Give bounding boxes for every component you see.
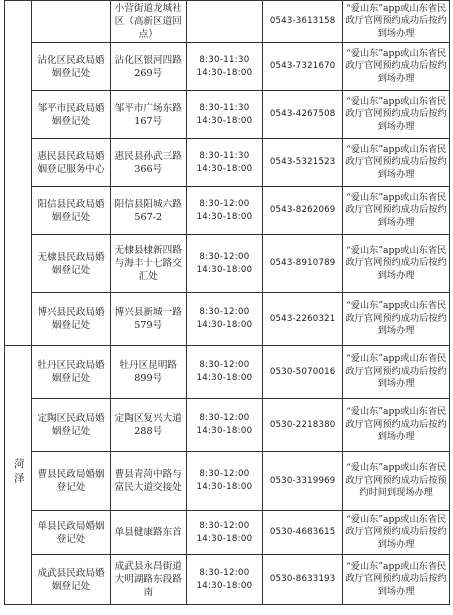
phone-cell	[263, 139, 343, 187]
table-row	[5, 511, 450, 555]
address-cell: 牡丹区昆明路899号	[110, 346, 186, 399]
address-cell: 曹县青菏中路与富民大道交接处	[110, 452, 186, 511]
appointment-note-cell: “爱山东”app或山东省民政厅官网预约成功后按约到场办理	[343, 399, 450, 452]
city-label: 菏泽	[12, 458, 25, 487]
afternoon-hours: 14:30-18:00	[196, 373, 253, 383]
phone-number: 0543-2260321	[269, 313, 336, 324]
appointment-note-cell: “爱山东”app或山东省民政厅官网预约成功后按约到场办理	[343, 187, 450, 235]
office-name-cell: 牡丹区民政局婚姻登记处	[32, 346, 110, 399]
office-hours-cell	[186, 1, 262, 43]
office-hours-cell	[186, 187, 262, 235]
phone-cell	[263, 511, 343, 555]
address-cell: 博兴县新城一路579号	[110, 293, 186, 346]
phone-number: 0530-3319969	[269, 475, 336, 486]
morning-hours: 8:30-12:00	[199, 360, 250, 370]
phone-cell	[263, 235, 343, 293]
phone-cell	[263, 187, 343, 235]
appointment-note-cell: “爱山东”app或山东省民政厅官网预约成功后按约到场办理	[343, 1, 450, 43]
afternoon-hours: 14:30-18:00	[196, 533, 253, 544]
office-name-cell: 沾化区民政局婚姻登记处	[32, 43, 110, 91]
office-hours-cell	[186, 346, 262, 399]
address-cell: 单县健康路东首	[110, 511, 186, 555]
table-row	[5, 293, 450, 346]
phone-number: 0543-4267508	[269, 109, 336, 119]
morning-hours: 8:30-12:00	[199, 520, 250, 531]
phone-number: 0543-5321523	[269, 157, 336, 167]
office-name-cell: 邹平市民政局婚姻登记处	[32, 91, 110, 139]
phone-cell	[263, 1, 343, 43]
office-hours-cell	[186, 555, 262, 605]
office-hours-cell	[186, 399, 262, 452]
morning-hours: 8:30-12:00	[199, 251, 250, 262]
address-cell: 无棣县棣新四路与海丰十七路交汇处	[110, 235, 186, 293]
office-hours-cell	[186, 139, 262, 187]
address-cell: 沾化区银河四路269号	[110, 43, 186, 91]
office-name-cell: 阳信县民政局婚姻登记处	[32, 187, 110, 235]
table-row	[5, 235, 450, 293]
address-cell: 阳信县阳城六路567-2	[110, 187, 186, 235]
appointment-note-cell: “爱山东”app或山东省民政厅官网预约成功后按约到场办理	[343, 555, 450, 605]
office-name-cell: 定陶区民政局婚姻登记处	[32, 399, 110, 452]
morning-hours: 8:30-12:00	[199, 307, 250, 317]
morning-hours: 8:30-12:00	[199, 413, 250, 423]
office-hours-cell	[186, 91, 262, 139]
office-name-cell: 成武县民政局婚姻登记处	[32, 555, 110, 605]
office-name-cell: 惠民县民政局婚姻登记服务中心	[32, 139, 110, 187]
phone-number: 0543-8910789	[269, 258, 336, 268]
phone-cell	[263, 399, 343, 452]
table-row	[5, 91, 450, 139]
address-cell: 定陶区复兴大道288号	[110, 399, 186, 452]
phone-cell	[263, 43, 343, 91]
afternoon-hours: 14:30-18:00	[196, 482, 253, 492]
phone-number: 0530-4683615	[269, 527, 336, 537]
phone-cell	[263, 293, 343, 346]
morning-hours: 8:30-12:00	[199, 198, 250, 209]
phone-cell	[263, 91, 343, 139]
appointment-note-cell: “爱山东”app或山东省民政厅官网预约成功后按约到场办理	[343, 91, 450, 139]
morning-hours: 8:30-12:00	[199, 567, 250, 578]
city-cell	[5, 346, 32, 605]
afternoon-hours: 14:30-18:00	[196, 211, 253, 222]
phone-cell	[263, 555, 343, 605]
morning-hours: 8:30-11:30	[199, 102, 250, 113]
appointment-note-cell: “爱山东”app或山东省民政厅官网预约成功后按约到场办理	[343, 346, 450, 399]
morning-hours: 8:30-12:00	[199, 469, 250, 479]
office-hours-cell	[186, 235, 262, 293]
marriage-registration-table-page	[4, 0, 450, 605]
phone-number: 0543-8262069	[269, 205, 336, 215]
appointment-note-cell: “爱山东”app或山东省民政厅官网预约成功后按预约时间到现场办理	[343, 452, 450, 511]
appointment-note-cell: “爱山东”app或山东省民政厅官网预约成功后按约到场办理	[343, 43, 450, 91]
appointment-note-cell: “爱山东”app或山东省民政厅官网预约成功后按约到场办理	[343, 235, 450, 293]
table-body	[5, 1, 450, 605]
afternoon-hours: 14:30-18:00	[196, 67, 253, 78]
morning-hours: 8:30-11:30	[199, 54, 250, 65]
table-row	[5, 555, 450, 605]
office-name-cell: 曹县民政局婚姻登记处	[32, 452, 110, 511]
morning-hours: 8:30-11:30	[199, 150, 250, 161]
phone-number: 0530-5070016	[269, 366, 336, 377]
office-hours-cell	[186, 452, 262, 511]
phone-number: 0543-3613158	[269, 16, 336, 26]
table-row	[5, 139, 450, 187]
afternoon-hours: 14:30-18:00	[196, 580, 253, 591]
office-hours-cell	[186, 43, 262, 91]
address-cell: 小营街道龙城社区（高新区道回点）	[110, 1, 186, 43]
table-row	[5, 1, 450, 43]
afternoon-hours: 14:30-18:00	[196, 163, 253, 174]
office-name-cell: 无棣县民政局婚姻登记处	[32, 235, 110, 293]
table-row	[5, 187, 450, 235]
appointment-note-cell: “爱山东”app或山东省民政厅官网预约成功后按约到场办理	[343, 293, 450, 346]
phone-number: 0530-8633193	[269, 574, 336, 584]
afternoon-hours: 14:30-18:00	[196, 264, 253, 275]
table-row	[5, 346, 450, 399]
office-hours-cell	[186, 511, 262, 555]
address-cell: 成武县永昌街道大明湖路东段路南	[110, 555, 186, 605]
city-cell-blank	[5, 1, 32, 346]
afternoon-hours: 14:30-18:00	[196, 426, 253, 436]
appointment-note-cell: “爱山东”app或山东省民政厅官网预约成功后按约到场办理	[343, 139, 450, 187]
address-cell: 惠民县孙武三路366号	[110, 139, 186, 187]
phone-number: 0530-2218380	[269, 419, 336, 430]
office-name-cell	[32, 1, 110, 43]
afternoon-hours: 14:30-18:00	[196, 115, 253, 126]
phone-number: 0543-7321670	[269, 61, 336, 71]
afternoon-hours: 14:30-18:00	[196, 320, 253, 330]
registration-offices-table	[4, 0, 450, 605]
office-hours-cell	[186, 293, 262, 346]
phone-cell	[263, 452, 343, 511]
table-row	[5, 452, 450, 511]
address-cell: 邹平市广场东路167号	[110, 91, 186, 139]
office-name-cell: 博兴县民政局婚姻登记处	[32, 293, 110, 346]
table-row	[5, 43, 450, 91]
office-name-cell: 单县民政局婚姻登记处	[32, 511, 110, 555]
table-row	[5, 399, 450, 452]
appointment-note-cell: “爱山东”app或山东省民政厅官网预约成功后按约到场办理	[343, 511, 450, 555]
phone-cell	[263, 346, 343, 399]
